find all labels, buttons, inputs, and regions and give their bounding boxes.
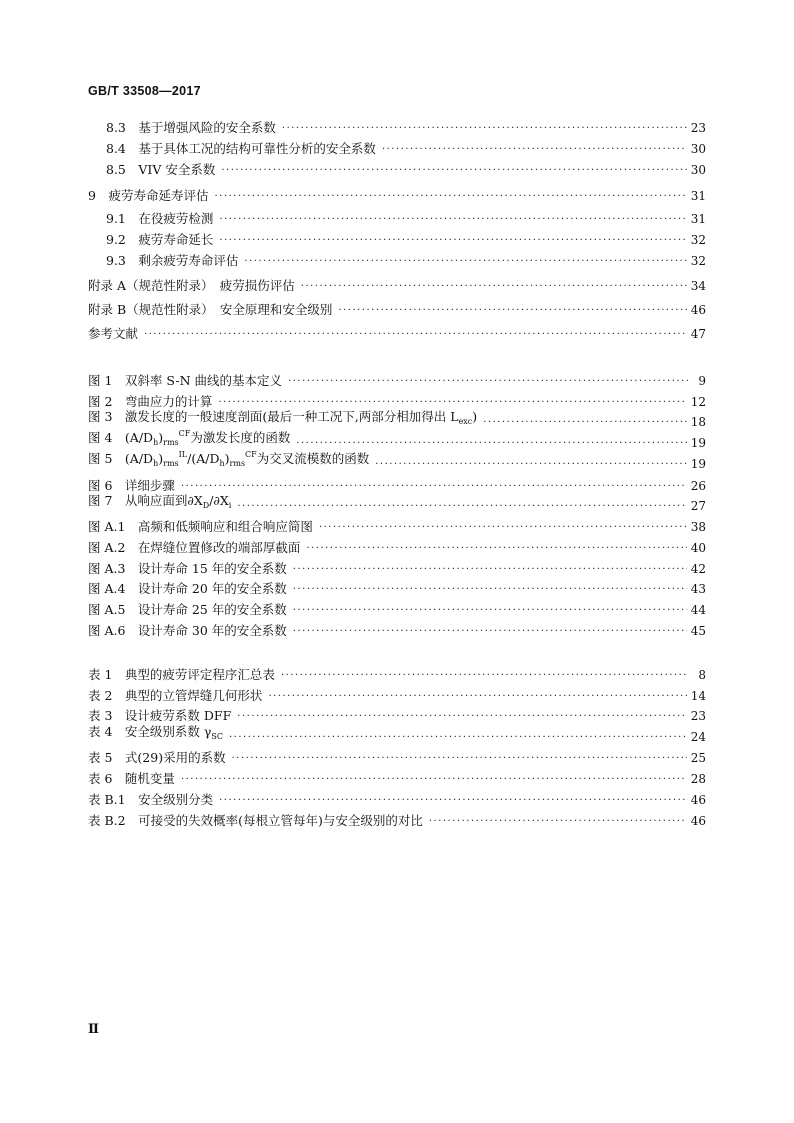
dot-leader: [219, 793, 687, 809]
dot-leader: [293, 624, 687, 640]
figure-entry[interactable]: [88, 518, 706, 536]
dot-leader: [306, 541, 686, 557]
toc-entry-label: [88, 301, 332, 319]
toc-entry-text: 8.5 VIV 安全系数: [106, 162, 216, 177]
table-entry-text: 表 2 典型的立管焊缝几何形状: [88, 688, 263, 703]
table-entry[interactable]: [88, 724, 706, 746]
figure-entry-text: 为激发长度的函数: [190, 430, 291, 445]
superscript: CF: [245, 450, 257, 459]
figure-entry-label: [88, 518, 313, 536]
page-number-ref: 32: [690, 233, 706, 247]
page-number-ref: 47: [690, 327, 706, 341]
page-number-ref: 27: [690, 499, 706, 513]
page-number-ref: 23: [690, 121, 706, 135]
dot-leader: [144, 327, 687, 343]
superscript: CF: [178, 429, 191, 438]
dot-leader: [244, 254, 686, 270]
dot-leader: [293, 562, 687, 578]
dot-leader: [319, 520, 687, 536]
toc-entry-label: [106, 161, 215, 179]
dot-leader: [268, 689, 686, 705]
table-entry[interactable]: [88, 812, 706, 830]
page-number-ref: 46: [690, 303, 706, 317]
figure-entry-text: 图 2 弯曲应力的计算: [88, 394, 213, 409]
dot-leader: [281, 668, 688, 684]
standard-number: GB/T 33508—2017: [88, 84, 201, 98]
toc-entry[interactable]: [106, 119, 706, 137]
page-number-ref: 44: [690, 603, 706, 617]
subscript: i: [228, 501, 232, 510]
table-entry-text: 表 5 式(29)采用的系数: [88, 750, 226, 765]
table-entry[interactable]: [88, 687, 706, 705]
table-entry[interactable]: [88, 791, 706, 809]
table-entry-text: 表 4 安全级别系数 γ: [88, 724, 212, 739]
figure-entry-text: 图 1 双斜率 S-N 曲线的基本定义: [88, 373, 283, 388]
figure-entry-label: [88, 601, 287, 619]
figure-entry[interactable]: [88, 580, 706, 598]
dot-leader: [237, 709, 686, 725]
toc-entry-label: [88, 325, 138, 343]
dot-leader: [293, 582, 687, 598]
page-number-ref: 24: [690, 730, 706, 744]
table-entry[interactable]: [88, 666, 706, 684]
figure-entry-label: [88, 372, 282, 390]
figure-entry[interactable]: [88, 601, 706, 619]
subscript: rms: [163, 438, 179, 447]
page-number-ref: 19: [690, 457, 706, 471]
toc-entry-text: 9.3 剩余疲劳寿命评估: [106, 253, 239, 268]
dot-leader: [229, 730, 687, 746]
dot-leader: [288, 374, 688, 390]
subscript: h: [219, 459, 225, 468]
toc-entry[interactable]: [106, 161, 706, 179]
figure-entry[interactable]: [88, 372, 706, 390]
table-entry-text: 表 B.1 安全级别分类: [88, 792, 214, 807]
toc-entry-label: [106, 140, 376, 158]
subscript: h: [153, 459, 159, 468]
toc-entry-label: [106, 119, 276, 137]
figure-entry-label: [88, 622, 287, 640]
figure-entry-text: ): [158, 451, 164, 466]
subscript: exc: [458, 417, 473, 426]
dot-leader: [338, 303, 686, 319]
page-number-ref: 25: [690, 751, 706, 765]
toc-entry-text: 9 疲劳寿命延寿评估: [88, 188, 209, 203]
figure-entry-text: ): [158, 430, 164, 445]
toc-entry-text: 8.4 基于具体工况的结构可靠性分析的安全系数: [106, 141, 376, 156]
figure-entry-text: 图 A.6 设计寿命 30 年的安全系数: [88, 623, 287, 638]
dot-leader: [375, 457, 686, 473]
dot-leader: [232, 751, 687, 767]
dot-leader: [181, 772, 687, 788]
table-entry-label: [88, 666, 275, 684]
toc-entry-text: 9.1 在役疲劳检测: [106, 211, 214, 226]
dot-leader: [429, 814, 687, 830]
superscript: IL: [178, 450, 188, 459]
figure-entry-text: ): [224, 451, 230, 466]
figure-entry-text: 图 A.5 设计寿命 25 年的安全系数: [88, 602, 287, 617]
dot-leader: [237, 499, 686, 515]
dot-leader: [282, 121, 687, 137]
page-number-ref: 42: [690, 562, 706, 576]
dot-leader: [219, 233, 686, 249]
subscript: D: [202, 501, 210, 510]
dot-leader: [301, 279, 687, 295]
toc-entry[interactable]: [88, 325, 706, 343]
subscript: h: [153, 438, 159, 447]
subscript: SC: [211, 732, 223, 741]
figure-entry[interactable]: [88, 493, 706, 515]
figure-entry[interactable]: [88, 560, 706, 578]
figure-entry[interactable]: [88, 622, 706, 640]
figure-entry-label: [88, 446, 369, 473]
dot-leader: [221, 163, 686, 179]
page-number-ref: 31: [690, 189, 706, 203]
figure-entry-text: 图 A.3 设计寿命 15 年的安全系数: [88, 561, 287, 576]
table-entry-label: [88, 687, 262, 705]
page-number-ref: 43: [690, 582, 706, 596]
page-number-ref: 46: [690, 793, 706, 807]
figure-entry[interactable]: [88, 539, 706, 557]
toc-entry[interactable]: [106, 140, 706, 158]
page-number-ref: 32: [690, 254, 706, 268]
figure-entry-text: 图 A.1 高频和低频响应和组合响应简图: [88, 519, 313, 534]
toc-entry-text: 附录 A（规范性附录） 疲劳损伤评估: [88, 278, 295, 293]
page-number-ref: 8: [698, 668, 706, 682]
figure-entry-text: /∂X: [209, 493, 229, 508]
toc-entry-text: 附录 B（规范性附录） 安全原理和安全级别: [88, 302, 333, 317]
subscript: rms: [163, 459, 179, 468]
figure-entry-text: /(A/D: [187, 451, 220, 466]
dot-leader: [483, 415, 687, 431]
page-number-ref: 38: [690, 520, 706, 534]
page-number-ref: 45: [690, 624, 706, 638]
figure-entry-text: ): [472, 409, 478, 424]
figure-entry-label: [88, 539, 300, 557]
page-number-ref: 40: [690, 541, 706, 555]
dot-leader: [181, 479, 687, 495]
subscript: rms: [229, 459, 246, 468]
table-entry-text: 表 B.2 可接受的失效概率(每根立管每年)与安全级别的对比: [88, 813, 423, 828]
table-entry-label: [88, 723, 223, 746]
toc-entry-text: 参考文献: [88, 326, 139, 341]
figure-entry-text: 图 A.2 在焊缝位置修改的端部厚截面: [88, 540, 301, 555]
table-entry[interactable]: [88, 749, 706, 767]
toc-entry-text: 9.2 疲劳寿命延长: [106, 232, 214, 247]
page-number-ref: 28: [690, 772, 706, 786]
toc-entry[interactable]: [106, 231, 706, 249]
figure-entry-text: 图 6 详细步骤: [88, 478, 175, 493]
page-number-ref: 34: [690, 279, 706, 293]
page-number-ref: 18: [690, 415, 706, 429]
toc-entry[interactable]: [88, 187, 706, 205]
figure-entry-text: 为交叉流模数的函数: [256, 451, 370, 466]
figure-entry-label: [88, 580, 287, 598]
page-number-ref: 31: [690, 212, 706, 226]
table-entry-label: [88, 770, 175, 788]
toc-entry-label: [106, 252, 238, 270]
page-number-ref: 46: [690, 814, 706, 828]
page-number-ref: 14: [690, 689, 706, 703]
figure-entry[interactable]: [88, 450, 706, 473]
toc-entry[interactable]: [106, 210, 706, 228]
table-entry-text: 表 1 典型的疲劳评定程序汇总表: [88, 667, 275, 682]
page-number: Ⅱ: [88, 1022, 99, 1037]
figure-entry-text: 图 4 (A/D: [88, 430, 154, 445]
table-entry[interactable]: [88, 770, 706, 788]
dot-leader: [219, 212, 686, 228]
page-number-ref: 26: [690, 479, 706, 493]
page-number-ref: 23: [690, 709, 706, 723]
figure-entry-text: 图 A.4 设计寿命 20 年的安全系数: [88, 581, 287, 596]
page-number-ref: 19: [690, 436, 706, 450]
dot-leader: [293, 603, 687, 619]
toc-entry[interactable]: [106, 252, 706, 270]
figure-entry-label: [88, 560, 287, 578]
toc-entry[interactable]: [88, 301, 706, 319]
toc-entry-label: [88, 187, 208, 205]
page-number-ref: 12: [690, 395, 706, 409]
table-entry-text: 表 3 设计疲劳系数 DFF: [88, 708, 232, 723]
page-number-ref: 30: [690, 163, 706, 177]
table-entry-text: 表 6 随机变量: [88, 771, 175, 786]
toc-entry-label: [106, 210, 213, 228]
table-entry-label: [88, 812, 423, 830]
figure-entry-text: 图 7 从响应面到∂X: [88, 493, 203, 508]
page-number-ref: 9: [698, 374, 706, 388]
figure-entry-label: [88, 492, 231, 515]
figure-entry-text: 图 5 (A/D: [88, 451, 154, 466]
figure-entry-text: 图 3 激发长度的一般速度剖面(最后一种工况下,两部分相加得出 L: [88, 409, 459, 424]
table-entry-label: [88, 791, 213, 809]
toc-entry-label: [106, 231, 213, 249]
toc-entry-label: [88, 277, 295, 295]
table-entry-label: [88, 749, 226, 767]
dot-leader: [382, 142, 687, 158]
toc-entry-text: 8.3 基于增强风险的安全系数: [106, 120, 276, 135]
toc-entry[interactable]: [88, 277, 706, 295]
dot-leader: [214, 189, 686, 205]
page-number-ref: 30: [690, 142, 706, 156]
